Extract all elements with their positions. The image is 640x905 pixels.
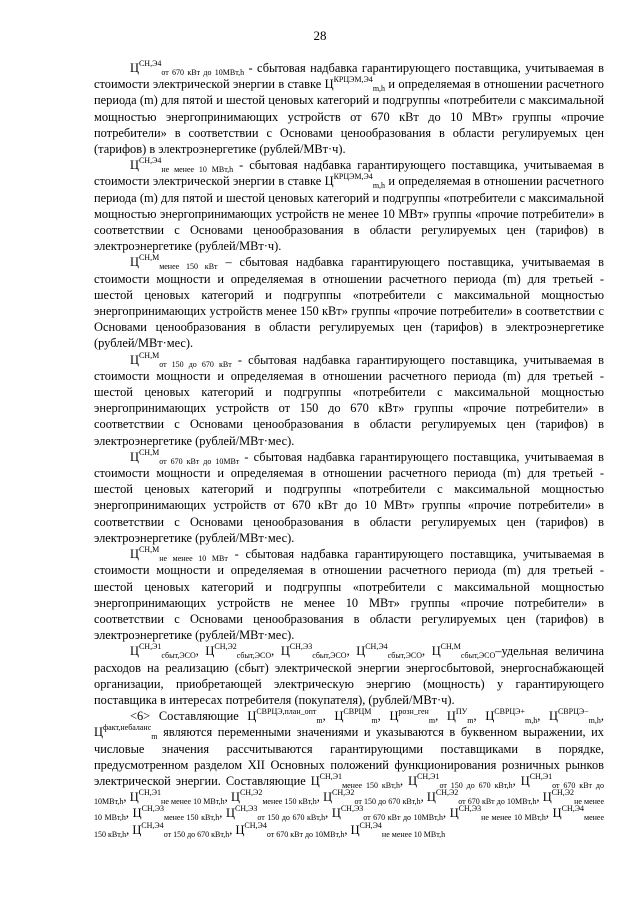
- formula-symbol-list: $Ц^{СН,Э1}_{менее 150 кВт,h}$, $Ц^{СН,Э1}_{от 150 до 670 кВт,h}$, $Ц^{СН,Э1}_{от 670 кВт до 10МВт,h}$, $Ц^{СН,Э1}_{не менее 10 МВт,h}$, $Ц^{СН,Э2}_{менее 150 кВт,h}$, $Ц^{СН,Э2}_{от 150 до 670 кВт,h}$, $Ц^{СН,Э2}_{от 670 кВт до 10МВт,h}$, $Ц^{СН,Э2}_{не менее 10 МВт,h}$, $Ц^{СН,Э3}_{менее 150 кВт,h}$, $Ц^{СН,Э3}_{от 150 до 670 кВт,h}$, $Ц^{СН,Э3}_{от 670 кВт до 10МВт,h}$, $Ц^{СН,Э3}_{не менее 10 МВт,h}$, $Ц^{СН,Э4}_{менее 150 кВт,h}$, $Ц^{СН,Э4}_{от 150 до 670 кВт,h}$, $Ц^{СН,Э4}_{от 670 кВт до 10МВт,h}$, $Ц^{СН,Э4}_{не менее 10 МВт,h}$: [94, 771, 605, 839]
- formula-symbol-list: $Ц^{СН,Э1}_{сбыт,ЭСО}$, $Ц^{СН,Э2}_{сбыт,ЭСО}$, $Ц^{СН,Э3}_{сбыт,ЭСО}$, $Ц^{СН,Э4}_{сбыт,ЭСО}$, $Ц^{СН,М}_{сбыт,ЭСО}$: [130, 642, 496, 661]
- formula-symbol-list: $Ц^{СВРЦЭ,план\_опт}_m$, $Ц^{СВРЦМ}_m$, $Ц^{розн\_ген}_m$, $Ц^{ПУ}_m$, $Ц^{СВРЦЭ+}_{m,h}$, $Ц^{СВРЦЭ-}_{m,h}$, $Ц^{факт,небаланс}_m$: [94, 707, 604, 742]
- formula-symbol: $Ц^{СН,Э4}_{не менее 10 МВт,h}$: [130, 156, 234, 175]
- formula-symbol: $Ц^{СН,Э2}_{сбыт,ЭСО}$: [205, 642, 272, 661]
- paragraph-4: $Ц^{СН,М}_{от 150 до 670 кВт}$ - сбытовая надбавка гарантирующего поставщика, учитываемая в стоимости мощности и определяемая в отношении расчетного периода (m) для третьей - шестой ценовых категорий и подгруппы «потребители с максимальной мощностью энергопринимающих устройств от 150 до 670 кВт» группы «прочие потребители» в соответствии с Основами ценообразования в области регулируемых цен (тарифов) в электроэнергетике (рублей/МВт·мес).: [94, 350, 605, 448]
- formula-symbol: $Ц^{СН,Э1}_{не менее 10 МВт,h}$: [129, 788, 225, 807]
- formula-symbol: $Ц^{СВРЦЭ+}_{m,h}$: [485, 707, 538, 726]
- formula-symbol: $Ц^{СН,Э4}_{сбыт,ЭСО}$: [356, 642, 423, 661]
- formula-symbol: $Ц^{СН,Э3}_{не менее 10 МВт,h}$: [449, 804, 546, 823]
- formula-symbol: $Ц^{СН,Э2}_{не менее 10 МВт,h}$: [94, 788, 605, 823]
- formula-symbol: $Ц^{СН,Э4}_{менее 150 кВт,h}$: [94, 804, 605, 839]
- formula-symbol: $Ц^{СН,Э3}_{от 670 кВт до 10МВт,h}$: [331, 804, 443, 823]
- formula-symbol: $Ц^{СН,Э1}_{от 670 кВт до 10МВт,h}$: [94, 771, 604, 807]
- formula-symbol: $Ц^{СН,Э4}_{от 670 кВт до 10МВт,h}$: [130, 59, 245, 77]
- formula-symbol: $Ц^{СН,Э1}_{сбыт,ЭСО}$: [130, 642, 196, 661]
- formula-symbol: $Ц^{СВРЦМ}_m$: [334, 707, 378, 726]
- paragraph-7: $Ц^{СН,Э1}_{сбыт,ЭСО}$, $Ц^{СН,Э2}_{сбыт,ЭСО}$, $Ц^{СН,Э3}_{сбыт,ЭСО}$, $Ц^{СН,Э4}_{сбыт,ЭСО}$, $Ц^{СН,М}_{сбыт,ЭСО}$–удельная величина расходов на реализацию (сбыт) электрической энергии энергосбытовой, энергоснабжающей организации, приобретающей электрическую энергию (мощность) у гарантирующего поставщика в интересах потребителя (покупателя), (рублей/МВт·ч).: [94, 642, 604, 707]
- formula-symbol: $Ц^{СН,М}_{от 670 кВт до 10МВт}$: [130, 447, 240, 466]
- formula-symbol: $Ц^{СН,Э2}_{от 670 кВт до 10МВт,h}$: [426, 788, 537, 807]
- inline-formula: $Ц^{КРЦЭМ,Э4}_{m,h}$: [324, 75, 386, 94]
- document-body: [94, 60, 604, 838]
- formula-symbol: $Ц^{СН,М}_{от 150 до 670 кВт}$: [130, 350, 232, 369]
- formula-symbol: $Ц^{СН,Э3}_{менее 150 кВт,h}$: [132, 804, 220, 823]
- page-number: 28: [313, 28, 327, 43]
- formula-symbol: $Ц^{СН,Э2}_{менее 150 кВт,h}$: [230, 788, 317, 807]
- paragraph-3: $Ц^{СН,М}_{менее 150 кВт}$ – сбытовая надбавка гарантирующего поставщика, учитываемая в стоимости мощности и определяемая в отношении расчетного периода (m) для третьей - шестой ценовых категорий и подгруппы «потребители с максимальной мощностью энергопринимающих устройств менее 150 кВт» группы «прочие потребители» в соответствии с Основами ценообразования в области регулируемых цен (тарифов) в электроэнергетике (рублей/МВт·мес).: [94, 253, 604, 351]
- formula-symbol: $Ц^{розн\_ген}_m$: [389, 707, 436, 726]
- paragraph-8: <6> Составляющие $Ц^{СВРЦЭ,план\_опт}_m$, $Ц^{СВРЦМ}_m$, $Ц^{розн\_ген}_m$, $Ц^{ПУ}_m$, $Ц^{СВРЦЭ+}_{m,h}$, $Ц^{СВРЦЭ-}_{m,h}$, $Ц^{факт,небаланс}_m$ являются переменными значениями и указываются в буквенном выражении, их числовые значения рассчитываются гарантирующими поставщиками в порядке, предусмотренном разделом XII Основных положений функционирования розничных рынков электрической энергии. Составляющие $Ц^{СН,Э1}_{менее 150 кВт,h}$, $Ц^{СН,Э1}_{от 150 до 670 кВт,h}$, $Ц^{СН,Э1}_{от 670 кВт до 10МВт,h}$, $Ц^{СН,Э1}_{не менее 10 МВт,h}$, $Ц^{СН,Э2}_{менее 150 кВт,h}$, $Ц^{СН,Э2}_{от 150 до 670 кВт,h}$, $Ц^{СН,Э2}_{от 670 кВт до 10МВт,h}$, $Ц^{СН,Э2}_{не менее 10 МВт,h}$, $Ц^{СН,Э3}_{менее 150 кВт,h}$, $Ц^{СН,Э3}_{от 150 до 670 кВт,h}$, $Ц^{СН,Э3}_{от 670 кВт до 10МВт,h}$, $Ц^{СН,Э3}_{не менее 10 МВт,h}$, $Ц^{СН,Э4}_{менее 150 кВт,h}$, $Ц^{СН,Э4}_{от 150 до 670 кВт,h}$, $Ц^{СН,Э4}_{от 670 кВт до 10МВт,h}$, $Ц^{СН,Э4}_{не менее 10 МВт,h}$: [94, 707, 605, 839]
- paragraph-2: $Ц^{СН,Э4}_{не менее 10 МВт,h}$ - сбытовая надбавка гарантирующего поставщика, учитываемая в стоимости электрической энергии в ставке $Ц^{КРЦЭМ,Э4}_{m,h}$ и определяемая в отношении расчетного периода (m) для пятой и шестой ценовых категорий и подгруппы «потребители с максимальной мощностью энергопринимающих устройств не менее 10 МВт» группы «прочие потребители» в соответствии с Основами ценообразования в области регулируемых цен (тарифов) в электроэнергетике (рублей/МВт·ч).: [94, 156, 605, 254]
- formula-symbol: $Ц^{СН,Э4}_{от 150 до 670 кВт,h}$: [132, 820, 230, 839]
- paragraph-6: $Ц^{СН,М}_{не менее 10 МВт}$ - сбытовая надбавка гарантирующего поставщика, учитываемая в стоимости мощности и определяемая в отношении расчетного периода (m) для третьей - шестой ценовых категорий и подгруппы «потребители с максимальной мощностью энергопринимающих устройств не менее 10 МВт» группы «прочие потребители» в соответствии с Основами ценообразования в области регулируемых цен (тарифов) в электроэнергетике (рублей/МВт·мес).: [94, 545, 604, 643]
- formula-symbol: $Ц^{СВРЦЭ-}_{m,h}$: [549, 707, 601, 726]
- formula-symbol: $Ц^{СН,Э1}_{от 150 до 670 кВт,h}$: [408, 771, 513, 790]
- formula-symbol: $Ц^{СН,Э3}_{от 150 до 670 кВт,h}$: [225, 804, 326, 823]
- paragraph-5: $Ц^{СН,М}_{от 670 кВт до 10МВт}$ - сбытовая надбавка гарантирующего поставщика, учитываемая в стоимости мощности и определяемая в отношении расчетного периода (m) для третьей - шестой ценовых категорий и подгруппы «потребители с максимальной мощностью энергопринимающих устройств от 670 кВт до 10 МВт» группы «прочие потребители» в соответствии с Основами ценообразования в области регулируемых цен (тарифов) в электроэнергетике (рублей/МВт·мес).: [94, 447, 604, 545]
- inline-formula: $Ц^{КРЦЭМ,Э4}_{m,h}$: [324, 172, 386, 191]
- formula-symbol: $Ц^{СН,Э4}_{от 670 кВт до 10МВт,h}$: [235, 820, 345, 839]
- formula-symbol: $Ц^{СН,Э1}_{менее 150 кВт,h}$: [310, 771, 400, 790]
- formula-symbol: $Ц^{ПУ}_m$: [446, 707, 474, 726]
- formula-symbol: $Ц^{СН,Э4}_{не менее 10 МВт,h}$: [350, 820, 446, 839]
- formula-symbol: $Ц^{СН,Э2}_{от 150 до 670 кВт,h}$: [323, 788, 421, 807]
- formula-symbol: $Ц^{СН,М}_{менее 150 кВт}$: [130, 253, 218, 272]
- formula-symbol: $Ц^{СН,Э3}_{сбыт,ЭСО}$: [280, 642, 347, 661]
- formula-symbol: $Ц^{СВРЦЭ,план\_опт}_m$: [247, 707, 323, 726]
- formula-symbol: $Ц^{СН,М}_{сбыт,ЭСО}$: [431, 642, 496, 661]
- formula-symbol: $Ц^{СН,М}_{не менее 10 МВт}$: [130, 545, 228, 564]
- paragraph-1: $Ц^{СН,Э4}_{от 670 кВт до 10МВт,h}$ - сбытовая надбавка гарантирующего поставщика, учитываемая в стоимости электрической энергии в ставке $Ц^{КРЦЭМ,Э4}_{m,h}$ и определяемая в отношении расчетного периода (m) для пятой и шестой ценовых категорий и подгруппы «потребители с максимальной мощностью энергопринимающих устройств от 670 кВт до 10 МВт» группы «прочие потребители» в соответствии с Основами ценообразования в области регулируемых цен (тарифов) в электроэнергетике (рублей/МВт·ч).: [94, 59, 605, 157]
- formula-symbol: $Ц^{факт,небаланс}_m$: [94, 723, 158, 742]
